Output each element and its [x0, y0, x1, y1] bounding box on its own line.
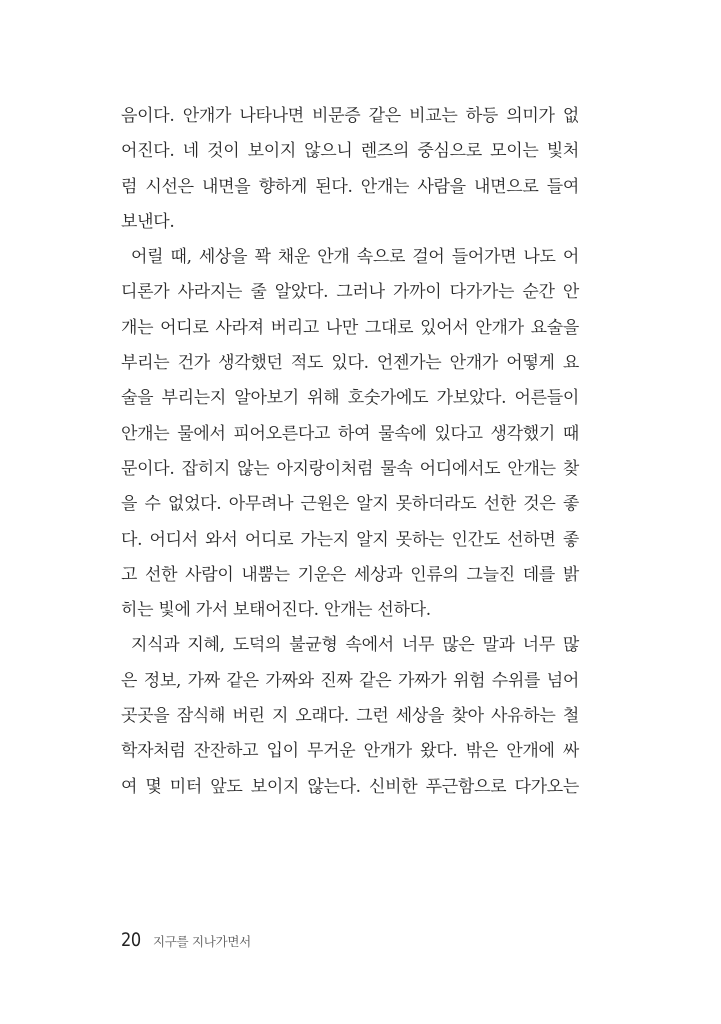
paragraph-3	[121, 628, 579, 804]
text-line: 다. 어디서 와서 어디로 가는지 알지 못하는 인간도 선하면 좋	[121, 529, 579, 550]
text-line: 부리는 건가 생각했던 적도 있다. 언젠가는 안개가 어떻게 요	[121, 353, 579, 374]
running-title: 지구를 지나가면서	[153, 934, 251, 949]
body-text	[121, 99, 579, 805]
text-line: 디론가 사라지는 줄 알았다. 그러나 가까이 다가가는 순간 안	[121, 282, 579, 303]
text-line: 은 정보, 가짜 같은 가짜와 진짜 같은 가짜가 위험 수위를 넘어	[121, 670, 579, 691]
text-line: 어릴 때, 세상을 꽉 채운 안개 속으로 걸어 들어가면 나도 어	[131, 247, 579, 268]
page-number: 20	[121, 929, 141, 951]
text-line: 개는 어디로 사라져 버리고 나만 그대로 있어서 안개가 요술을	[121, 317, 579, 338]
text-line: 곳곳을 잠식해 버린 지 오래다. 그런 세상을 찾아 사유하는 철	[121, 706, 579, 727]
text-line: 히는 빛에 가서 보태어진다. 안개는 선하다.	[121, 600, 431, 621]
text-line: 여 몇 미터 앞도 보이지 않는다. 신비한 푸근함으로 다가오는	[121, 776, 579, 797]
text-line: 지식과 지혜, 도덕의 불균형 속에서 너무 많은 말과 너무 많	[131, 635, 579, 656]
paragraph-2	[121, 240, 579, 628]
text-line: 술을 부리는지 알아보기 위해 호숫가에도 가보았다. 어른들이	[121, 388, 579, 409]
text-line: 고 선한 사람이 내뿜는 기운은 세상과 인류의 그늘진 데를 밝	[121, 564, 579, 585]
text-line: 어진다. 네 것이 보이지 않으니 렌즈의 중심으로 모이는 빛처	[121, 141, 579, 162]
paragraph-1	[121, 99, 579, 240]
text-line: 럼 시선은 내면을 향하게 된다. 안개는 사람을 내면으로 들여	[121, 176, 579, 197]
text-line: 보낸다.	[121, 211, 175, 232]
text-line: 안개는 물에서 피어오른다고 하여 물속에 있다고 생각했기 때	[121, 423, 579, 444]
text-line: 을 수 없었다. 아무려나 근원은 알지 못하더라도 선한 것은 좋	[121, 494, 579, 515]
text-line: 문이다. 잡히지 않는 아지랑이처럼 물속 어디에서도 안개는 찾	[121, 458, 579, 479]
text-line: 학자처럼 잔잔하고 입이 무거운 안개가 왔다. 밖은 안개에 싸	[121, 741, 579, 762]
page-footer	[121, 929, 251, 951]
text-line: 음이다. 안개가 나타나면 비문증 같은 비교는 하등 의미가 없	[121, 106, 579, 126]
